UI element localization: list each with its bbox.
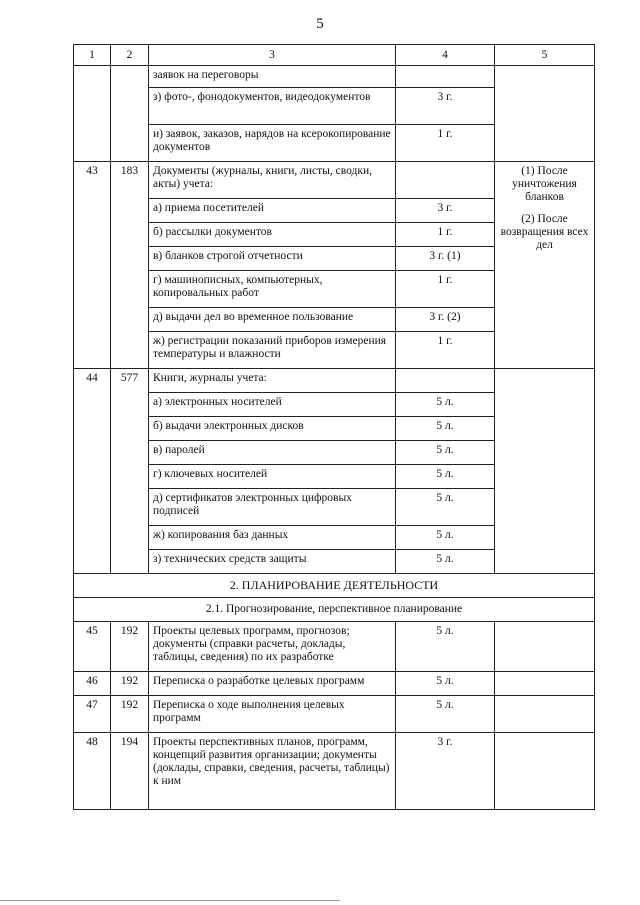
- article-cell: 577: [111, 369, 149, 574]
- item-text: д) сертификатов электронных цифровых подписей: [149, 489, 396, 526]
- note-text: (2) После возвращения всех дел: [500, 213, 589, 251]
- item-text: заявок на переговоры: [149, 66, 396, 88]
- item-text: б) рассылки документов: [149, 223, 396, 247]
- term-cell: 3 г.: [396, 88, 495, 125]
- item-text: а) электронных носителей: [149, 393, 396, 417]
- term-cell: [396, 162, 495, 199]
- term-cell: 1 г.: [396, 125, 495, 162]
- article-cell: 192: [111, 672, 149, 696]
- num-cell: [74, 66, 111, 162]
- page-number: 5: [316, 16, 324, 32]
- term-cell: 5 л.: [396, 393, 495, 417]
- table-row: [74, 696, 595, 733]
- subsection-heading: 2.1. Прогнозирование, перспективное планирование: [74, 598, 595, 622]
- item-text: Переписка о разработке целевых программ: [149, 672, 396, 696]
- term-cell: 5 л.: [396, 672, 495, 696]
- entry-title: Документы (журналы, книги, листы, сводки, акты) учета:: [149, 162, 396, 199]
- item-text: б) выдачи электронных дисков: [149, 417, 396, 441]
- item-text: Переписка о ходе выполнения целевых программ: [149, 696, 396, 733]
- note-cell: [495, 696, 595, 733]
- table-row: [74, 733, 595, 810]
- item-text: з) фото-, фонодокументов, видеодокументов: [149, 88, 396, 125]
- article-cell: 183: [111, 162, 149, 369]
- note-cell: [495, 66, 595, 162]
- term-cell: 3 г. (2): [396, 308, 495, 332]
- num-cell: 45: [74, 622, 111, 672]
- term-cell: [396, 66, 495, 88]
- term-cell: 3 г.: [396, 733, 495, 810]
- term-cell: 5 л.: [396, 441, 495, 465]
- item-text: Проекты целевых программ, прогнозов; документы (справки расчеты, доклады, таблицы, сведения) по их разработке: [149, 622, 396, 672]
- header-col-5: 5: [495, 45, 595, 66]
- term-cell: 1 г.: [396, 271, 495, 308]
- section-heading: 2. ПЛАНИРОВАНИЕ ДЕЯТЕЛЬНОСТИ: [74, 574, 595, 598]
- article-cell: 192: [111, 622, 149, 672]
- item-text: ж) регистрации показаний приборов измерения температуры и влажности: [149, 332, 396, 369]
- article-cell: [111, 66, 149, 162]
- num-cell: 43: [74, 162, 111, 369]
- term-cell: 1 г.: [396, 332, 495, 369]
- item-text: г) ключевых носителей: [149, 465, 396, 489]
- term-cell: 3 г. (1): [396, 247, 495, 271]
- article-cell: 194: [111, 733, 149, 810]
- item-text: ж) копирования баз данных: [149, 526, 396, 550]
- term-cell: 5 л.: [396, 465, 495, 489]
- item-text: в) бланков строгой отчетности: [149, 247, 396, 271]
- header-col-4: 4: [396, 45, 495, 66]
- bottom-rule: [0, 900, 340, 901]
- note-cell: [495, 162, 595, 369]
- item-text: г) машинописных, компьютерных, копировальных работ: [149, 271, 396, 308]
- term-cell: 5 л.: [396, 526, 495, 550]
- header-col-1: 1: [74, 45, 111, 66]
- term-cell: [396, 369, 495, 393]
- entry-title: Книги, журналы учета:: [149, 369, 396, 393]
- item-text: в) паролей: [149, 441, 396, 465]
- num-cell: 48: [74, 733, 111, 810]
- term-cell: 5 л.: [396, 622, 495, 672]
- item-text: Проекты перспективных планов, программ, концепций развития организации; документы (доклады, справки, сведения, расчеты, таблицы) к ним: [149, 733, 396, 810]
- header-col-3: 3: [149, 45, 396, 66]
- item-text: з) технических средств защиты: [149, 550, 396, 574]
- term-cell: 1 г.: [396, 223, 495, 247]
- num-cell: 46: [74, 672, 111, 696]
- num-cell: 44: [74, 369, 111, 574]
- header-col-2: 2: [111, 45, 149, 66]
- table-row: [74, 622, 595, 672]
- table-row: [74, 66, 595, 88]
- subsection-row: [74, 598, 595, 622]
- term-cell: 5 л.: [396, 489, 495, 526]
- header-row: [74, 45, 595, 66]
- note-text: (1) После уничтожения бланков: [512, 165, 577, 203]
- table-row: [74, 162, 595, 199]
- note-cell: [495, 672, 595, 696]
- note-cell: [495, 622, 595, 672]
- term-cell: 5 л.: [396, 417, 495, 441]
- note-cell: [495, 369, 595, 574]
- article-cell: 192: [111, 696, 149, 733]
- item-text: а) приема посетителей: [149, 199, 396, 223]
- table-row: [74, 369, 595, 393]
- note-cell: [495, 733, 595, 810]
- item-text: д) выдачи дел во временное пользование: [149, 308, 396, 332]
- item-text: и) заявок, заказов, нарядов на ксерокопирование документов: [149, 125, 396, 162]
- term-cell: 5 л.: [396, 550, 495, 574]
- table-row: [74, 672, 595, 696]
- retention-table: [73, 44, 595, 810]
- term-cell: 3 г.: [396, 199, 495, 223]
- term-cell: 5 л.: [396, 696, 495, 733]
- num-cell: 47: [74, 696, 111, 733]
- section-row: [74, 574, 595, 598]
